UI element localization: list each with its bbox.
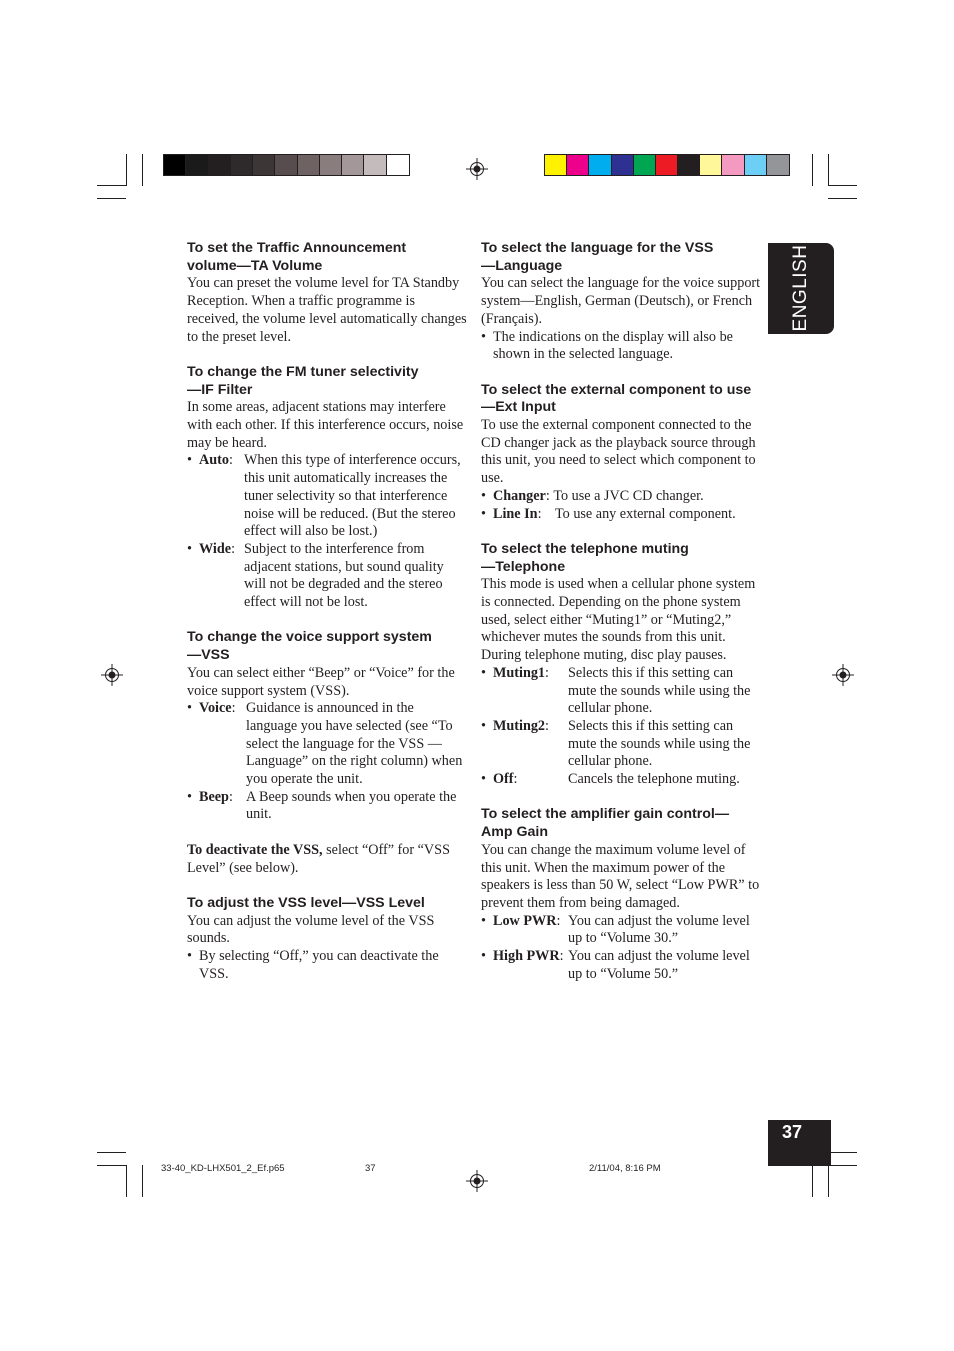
- footer-datetime: 2/11/04, 8:16 PM: [589, 1163, 661, 1174]
- crop-mark: [828, 1165, 857, 1166]
- page-number: 37: [782, 1122, 803, 1142]
- list-item: • By selecting “Off,” you can deactivate the VSS.: [187, 948, 439, 982]
- registration-target-icon: [832, 664, 854, 686]
- crop-mark: [828, 198, 857, 199]
- section-if-filter: [187, 364, 467, 612]
- page-number-box: [768, 1120, 831, 1166]
- crop-mark: [142, 154, 143, 186]
- section-title: To select the external component to use —Ext Input: [481, 381, 752, 416]
- crop-mark: [828, 154, 829, 186]
- section-telephone: [481, 541, 763, 789]
- color-swatch: [209, 155, 231, 175]
- color-swatch: [231, 155, 253, 175]
- list-item: • Beep: A Beep sounds when you operate the unit.: [187, 788, 457, 823]
- section-title: To select the language for the VSS —Language: [481, 240, 714, 274]
- color-swatch: [567, 155, 589, 175]
- footer-page: 37: [365, 1163, 376, 1174]
- footer-file: 33-40_KD-LHX501_2_Ef.p65: [161, 1163, 285, 1174]
- registration-target-icon: [466, 158, 488, 180]
- crop-mark: [126, 1165, 127, 1197]
- color-swatch: [342, 155, 364, 175]
- section-body: This mode is used when a cellular phone system is connected. Depending on the phone system used, select either “Muting1” or “Muting2,” whichever mutes the sounds from this unit. During telephone muting, disc play pauses.: [481, 576, 756, 664]
- list-item: • The indications on the display will also be shown in the selected language.: [481, 328, 733, 363]
- section-title: To change the voice support system —VSS: [187, 629, 432, 664]
- language-tab: [768, 243, 834, 334]
- crop-mark: [97, 1165, 126, 1166]
- color-swatch: [253, 155, 275, 175]
- color-swatch: [678, 155, 700, 175]
- color-swatch: [722, 155, 744, 175]
- list-item: • Muting2: Selects this if this setting can mute the sounds while using the cellular phone.: [481, 717, 751, 770]
- section-title: To select the amplifier gain control— Amp Gain: [481, 806, 730, 841]
- list-item: • Line In: To use any external component.: [481, 505, 736, 522]
- section-body: You can select either “Beep” or “Voice” for the voice support system (VSS).: [187, 664, 455, 699]
- list-item: • Low PWR: You can adjust the volume level up to “Volume 30.”: [481, 912, 750, 947]
- list-item: • Wide: Subject to the interference from adjacent stations, but sound quality will not be degraded and the stereo effect will not be lost.: [187, 540, 444, 611]
- color-swatch: [700, 155, 722, 175]
- section-ext-input: [481, 382, 763, 524]
- section-amp-gain: [481, 806, 763, 983]
- color-swatch: [656, 155, 678, 175]
- color-swatch: [275, 155, 297, 175]
- color-swatch: [589, 155, 611, 175]
- section-body: You can adjust the volume level of the VSS sounds.: [187, 912, 435, 947]
- section-body: To use the external component connected to the CD changer jack as the playback source through this unit, you need to select which component to use.: [481, 417, 756, 487]
- grayscale-calibration-bar: [163, 154, 410, 176]
- section-title: To adjust the VSS level—VSS Level: [187, 894, 425, 911]
- color-swatch: [545, 155, 567, 175]
- section-title: To set the Traffic Announcement volume—TA Volume: [187, 240, 407, 274]
- crop-mark: [828, 1152, 857, 1153]
- color-calibration-bar: [544, 154, 790, 176]
- crop-mark: [828, 185, 857, 186]
- crop-mark: [828, 1165, 829, 1197]
- section-language: [481, 240, 763, 364]
- registration-target-icon: [101, 664, 123, 686]
- section-title: To change the FM tuner selectivity —IF Filter: [187, 363, 419, 398]
- color-swatch: [364, 155, 386, 175]
- left-column: [187, 240, 467, 1001]
- registration-target-icon: [466, 1170, 488, 1192]
- section-ta-volume: [187, 240, 467, 346]
- section-body: In some areas, adjacent stations may interfere with each other. If this interference occurs, noise may be heard.: [187, 399, 464, 451]
- deactivate-note: To deactivate the VSS, select “Off” for “VSS Level” (see below).: [187, 841, 450, 876]
- crop-mark: [126, 154, 127, 186]
- list-item: • Voice: Guidance is announced in the language you have selected (see “To select the language for the VSS —Language” on the right column) when you operate the unit.: [187, 700, 463, 788]
- section-body: You can select the language for the voice support system—English, German (Deutsch), or French (Français).: [481, 275, 761, 327]
- color-swatch: [186, 155, 208, 175]
- list-item: • High PWR: You can adjust the volume level up to “Volume 50.”: [481, 948, 750, 982]
- color-swatch: [612, 155, 634, 175]
- color-swatch: [387, 155, 409, 175]
- color-swatch: [298, 155, 320, 175]
- color-swatch: [745, 155, 767, 175]
- section-body: You can preset the volume level for TA Standby Reception. When a traffic programme is received, the volume level automatically changes to the preset level.: [187, 275, 467, 345]
- crop-mark: [97, 198, 126, 199]
- section-vss: [187, 629, 467, 877]
- color-swatch: [634, 155, 656, 175]
- crop-mark: [812, 1165, 813, 1197]
- color-swatch: [164, 155, 186, 175]
- language-tab-label: ENGLISH: [790, 244, 811, 332]
- crop-mark: [97, 1152, 126, 1153]
- list-item: • Off: Cancels the telephone muting.: [481, 771, 740, 788]
- list-item: • Changer: To use a JVC CD changer.: [481, 487, 704, 504]
- section-vss-level: [187, 895, 467, 984]
- right-column: [481, 240, 763, 1001]
- section-body: You can change the maximum volume level of this unit. When the maximum power of the speakers is less than 50 W, select “Low PWR” to prevent them from being damaged.: [481, 841, 760, 911]
- section-title: To select the telephone muting —Telephone: [481, 540, 689, 575]
- list-item: • Muting1: Selects this if this setting can mute the sounds while using the cellular phone.: [481, 664, 751, 717]
- color-swatch: [320, 155, 342, 175]
- list-item: • Auto: When this type of interference occurs, this unit automatically increases the tuner selectivity so that interference noise will be reduced. (But the stereo effect will also be lost.): [187, 452, 461, 540]
- color-swatch: [767, 155, 789, 175]
- crop-mark: [812, 154, 813, 186]
- crop-mark: [142, 1165, 143, 1197]
- crop-mark: [97, 185, 126, 186]
